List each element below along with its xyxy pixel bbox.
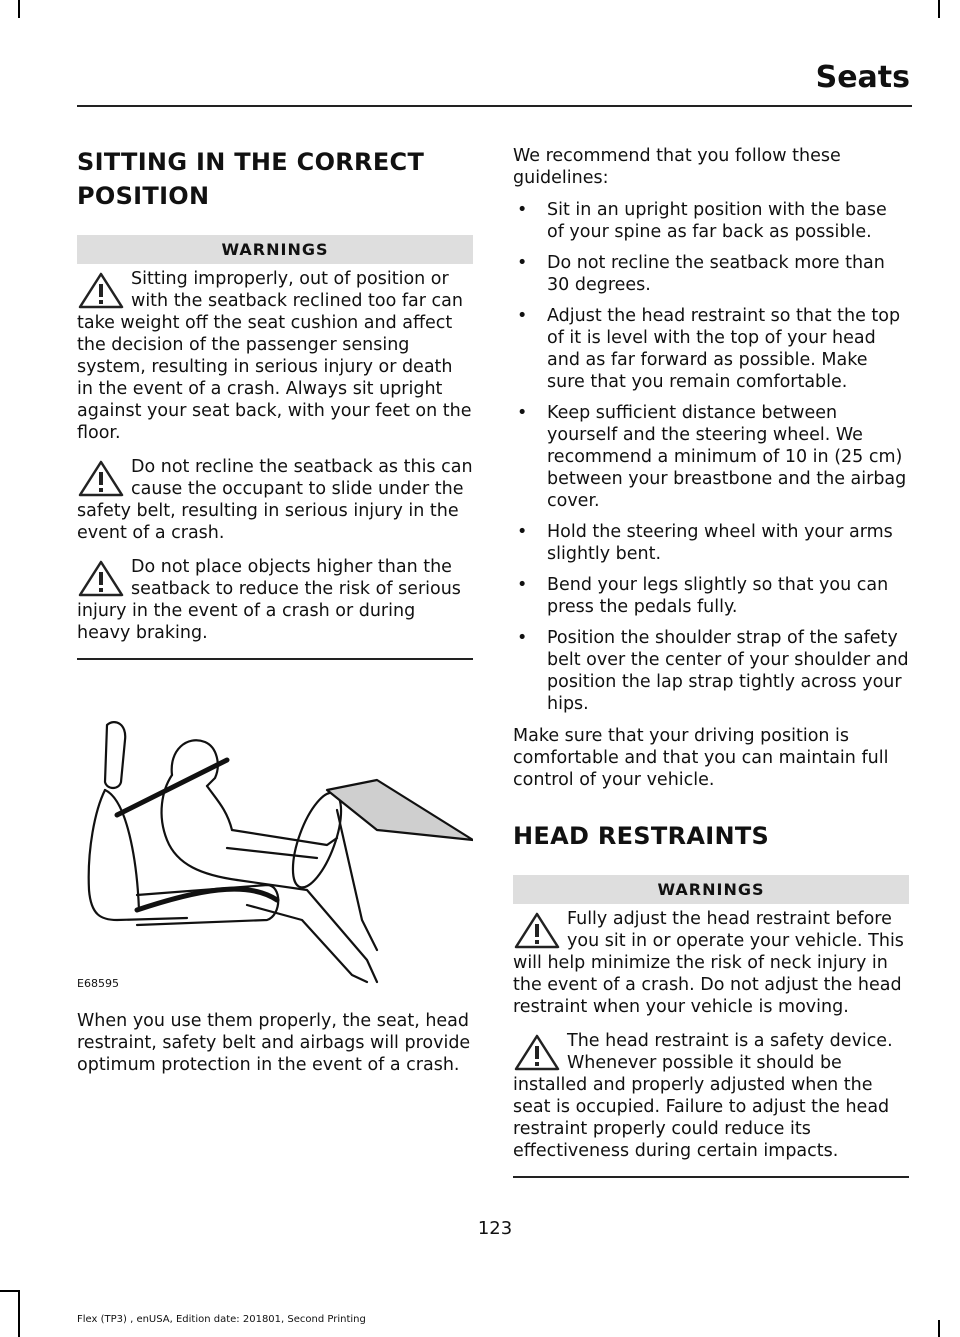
list-item-text: Position the shoulder strap of the safety belt over the center of your shoulder and position the lap strap tightly across your hips. (547, 628, 909, 714)
warning-text: Do not place objects higher than the seatback to reduce the risk of serious injury in the event of a crash or during heavy braking. (77, 557, 461, 643)
paragraph: When you use them properly, the seat, head restraint, safety belt and airbags will provide optimum protection in the event of a crash. (77, 1011, 471, 1075)
list-item (513, 521, 909, 565)
bullet: • (517, 628, 528, 648)
driver-seated-illustration (77, 720, 473, 990)
warnings-heading: WARNINGS (77, 235, 473, 264)
list-item-text: Sit in an upright position with the base of your spine as far back as possible. (547, 200, 887, 242)
bullet: • (517, 200, 528, 220)
warning-triangle-icon (77, 458, 125, 498)
section-title-head-restraints: HEAD RESTRAINTS (513, 822, 770, 850)
bullet: • (517, 306, 528, 326)
bullet: • (517, 522, 528, 542)
guidelines-list (513, 199, 909, 715)
bullet: • (517, 403, 528, 423)
crop-mark-top-right (938, 0, 940, 18)
figure-code: E68595 (77, 977, 119, 990)
warning-triangle-icon (513, 1032, 561, 1072)
warning-text: The head restraint is a safety device. Whenever possible it should be installed and properly adjusted when the seat is occupied. Failure to adjust the head restraint properly could reduce its effectiveness during certain impacts. (513, 1031, 893, 1161)
warning-item (77, 456, 473, 544)
seating-position-illustration (77, 720, 473, 990)
list-item (513, 627, 909, 715)
list-item (513, 199, 909, 243)
warning-triangle-icon (513, 910, 561, 950)
warning-item (513, 1030, 909, 1162)
left-column (77, 145, 473, 1086)
warnings-heading: WARNINGS (513, 875, 909, 904)
section-title-sitting-position: SITTING IN THE CORRECT POSITION (77, 148, 425, 210)
list-item-text: Adjust the head restraint so that the top of it is level with the top of your head and as far forward as possible. Make sure that you remain comfortable. (547, 306, 901, 392)
crop-mark-top-left (18, 0, 20, 18)
header-rule (77, 105, 912, 107)
warnings-end-rule (513, 1176, 909, 1178)
warning-triangle-icon (77, 270, 125, 310)
crop-mark-bottom-right (938, 1320, 940, 1337)
list-item-text: Keep sufficient distance between yourself and the steering wheel. We recommend a minimum of 10 in (25 cm) between your breastbone and the airbag cover. (547, 403, 907, 511)
crop-mark-bottom-left (18, 1290, 20, 1337)
page-number: 123 (477, 1218, 513, 1239)
warnings-end-rule (77, 658, 473, 660)
paragraph: Make sure that your driving position is comfortable and that you can maintain full control of your vehicle. (513, 726, 889, 790)
guidelines-intro: We recommend that you follow these guidelines: (513, 146, 841, 188)
warning-item (77, 556, 473, 644)
crop-mark-left (0, 1290, 18, 1292)
list-item-text: Hold the steering wheel with your arms slightly bent. (547, 522, 893, 564)
footer-edition-info: Flex (TP3) , enUSA, Edition date: 201801, Second Printing (77, 1314, 366, 1325)
list-item (513, 402, 909, 512)
page-header-title: Seats (815, 60, 910, 95)
list-item-text: Bend your legs slightly so that you can press the pedals fully. (547, 575, 889, 617)
warning-item (513, 908, 909, 1018)
bullet: • (517, 575, 528, 595)
list-item (513, 252, 909, 296)
right-column (513, 145, 909, 1178)
warning-text: Do not recline the seatback as this can cause the occupant to slide under the safety belt, resulting in serious injury in the event of a crash. (77, 457, 473, 543)
warning-triangle-icon (77, 558, 125, 598)
warning-text: Sitting improperly, out of position or with the seatback reclined too far can take weight off the seat cushion and affect the decision of the passenger sensing system, resulting in serious injury or death in the event of a crash. Always sit upright against your seat back, with your feet on the floor. (77, 269, 472, 443)
list-item-text: Do not recline the seatback more than 30 degrees. (547, 253, 885, 295)
warning-item (77, 268, 473, 444)
bullet: • (517, 253, 528, 273)
warning-text: Fully adjust the head restraint before you sit in or operate your vehicle. This will help minimize the risk of neck injury in the event of a crash. Do not adjust the head restraint when your vehicle is moving. (513, 909, 904, 1017)
list-item (513, 574, 909, 618)
list-item (513, 305, 909, 393)
